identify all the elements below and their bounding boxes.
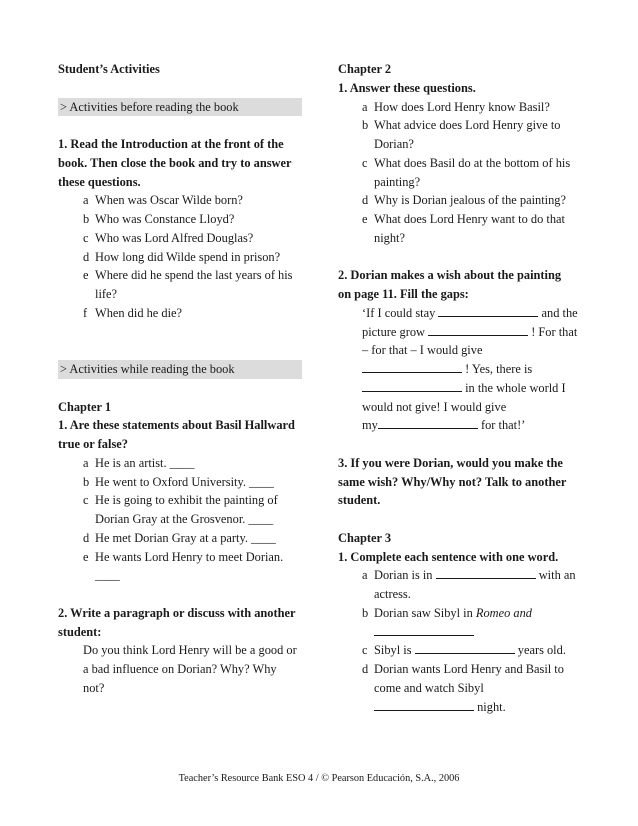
- ch1-q2-line: 2. Write a paragraph or discuss with another: [58, 605, 296, 620]
- q1-intro-line: these questions.: [58, 174, 141, 189]
- ch1-q1-line: 1. Are these statements about Basil Hallward: [58, 418, 295, 433]
- ch2-item-c-cont: painting?: [374, 174, 421, 189]
- ch2-q2-line: 2. Dorian makes a wish about the painting: [338, 268, 562, 283]
- ch3-item-d: d Dorian wants Lord Henry and Basil to: [362, 662, 564, 676]
- left-column: [58, 60, 302, 698]
- q1-intro-line: 1. Read the Introduction at the front of the: [58, 137, 284, 151]
- ch1-q2-text: Do you think Lord Henry will be a good or: [83, 643, 297, 658]
- ch3-item-a-cont: actress.: [374, 587, 411, 601]
- verse-line-6: would not give! I would give: [362, 399, 507, 414]
- q1-intro-line: book. Then close the book and try to answer: [58, 155, 292, 170]
- chapter1-title: Chapter 1: [58, 399, 112, 414]
- chapter3-title: Chapter 3: [338, 530, 392, 545]
- ch2-item-e: e What does Lord Henry want to do that: [362, 212, 565, 226]
- blank[interactable]: [374, 698, 474, 711]
- q1-item-b: b Who was Constance Lloyd?: [83, 212, 235, 226]
- verse-line-3: – for that – I would give: [362, 343, 483, 358]
- ch1-item-c: c He is going to exhibit the painting of: [83, 493, 278, 508]
- blank[interactable]: [436, 566, 536, 579]
- ch1-item-a: a He is an artist. ____: [83, 455, 195, 470]
- ch1-q2-text: not?: [83, 680, 105, 695]
- ch2-q3-line: 3. If you were Dorian, would you make the: [338, 455, 563, 470]
- q1-item-f: f When did he die?: [83, 305, 183, 320]
- ch3-item-b: b Dorian saw Sibyl in Romeo and: [362, 605, 532, 620]
- ch3-q1-title: 1. Complete each sentence with one word.: [338, 549, 559, 564]
- ch1-q2-text: a bad influence on Dorian? Why? Why: [83, 662, 277, 676]
- page-footer: Teacher’s Resource Bank ESO 4 / © Pearson Educación, S.A., 2006: [178, 773, 460, 784]
- ch2-q3-line: student.: [338, 493, 381, 508]
- ch1-item-c-cont: Dorian Gray at the Grosvenor. ____: [95, 512, 274, 526]
- q1-item-a: a When was Oscar Wilde born?: [83, 193, 243, 208]
- ch3-item-d-cont: come and watch Sibyl: [374, 680, 484, 695]
- ch1-item-d: d He met Dorian Gray at a party. ____: [83, 530, 276, 545]
- q1-item-e-cont: life?: [95, 287, 118, 301]
- ch2-item-e-cont: night?: [374, 230, 405, 245]
- blank[interactable]: [374, 623, 474, 636]
- ch1-q2-line: student:: [58, 624, 102, 639]
- ch1-item-b: b He went to Oxford University. ____: [83, 474, 274, 489]
- ch2-item-a: a How does Lord Henry know Basil?: [362, 99, 550, 114]
- before-reading-bar: > Activities before reading the book: [58, 98, 302, 117]
- ch2-q3-line: same wish? Why/Why not? Talk to another: [338, 474, 567, 489]
- ch2-item-b: b What advice does Lord Henry give to: [362, 118, 561, 133]
- ch2-item-b-cont: Dorian?: [374, 137, 414, 151]
- ch2-item-d: d Why is Dorian jealous of the painting?: [362, 193, 567, 208]
- verse-line-7: my for that!’: [362, 418, 526, 433]
- ch1-item-e: e He wants Lord Henry to meet Dorian.: [83, 549, 284, 564]
- blank[interactable]: [428, 323, 528, 336]
- ch2-q1-title: 1. Answer these questions.: [338, 80, 476, 95]
- right-column: [338, 60, 582, 716]
- ch3-item-c: c Sibyl is years old.: [362, 643, 566, 658]
- ch3-item-d-cont2: night.: [338, 698, 582, 717]
- ch1-item-e-cont: ____: [95, 568, 120, 583]
- while-reading-bar: > Activities while reading the book: [58, 360, 302, 379]
- ch2-q2-line: on page 11. Fill the gaps:: [338, 287, 469, 301]
- ch2-item-c: c What does Basil do at the bottom of his: [362, 155, 571, 170]
- q1-item-d: d How long did Wilde spend in prison?: [83, 249, 281, 264]
- verse-line-1: ‘If I could stay and the: [362, 305, 578, 320]
- verse-line-2: picture grow ! For that: [362, 324, 578, 339]
- verse-line-4: ! Yes, there is: [338, 360, 582, 379]
- blank[interactable]: [415, 641, 515, 654]
- chapter2-title: Chapter 2: [338, 62, 392, 76]
- blank[interactable]: [438, 304, 538, 317]
- q1-item-e: e Where did he spend the last years of his: [83, 268, 293, 283]
- q1-item-c: c Who was Lord Alfred Douglas?: [83, 230, 254, 245]
- blank[interactable]: [378, 416, 478, 429]
- blank[interactable]: [362, 360, 462, 373]
- ch1-q1-line: true or false?: [58, 437, 128, 451]
- blank[interactable]: [362, 379, 462, 392]
- ch3-item-b-cont: [338, 623, 582, 642]
- ch3-item-a: a Dorian is in with an: [362, 568, 576, 583]
- students-activities-heading: Student’s Activities: [58, 62, 160, 76]
- verse-line-5: in the whole world I: [338, 379, 582, 398]
